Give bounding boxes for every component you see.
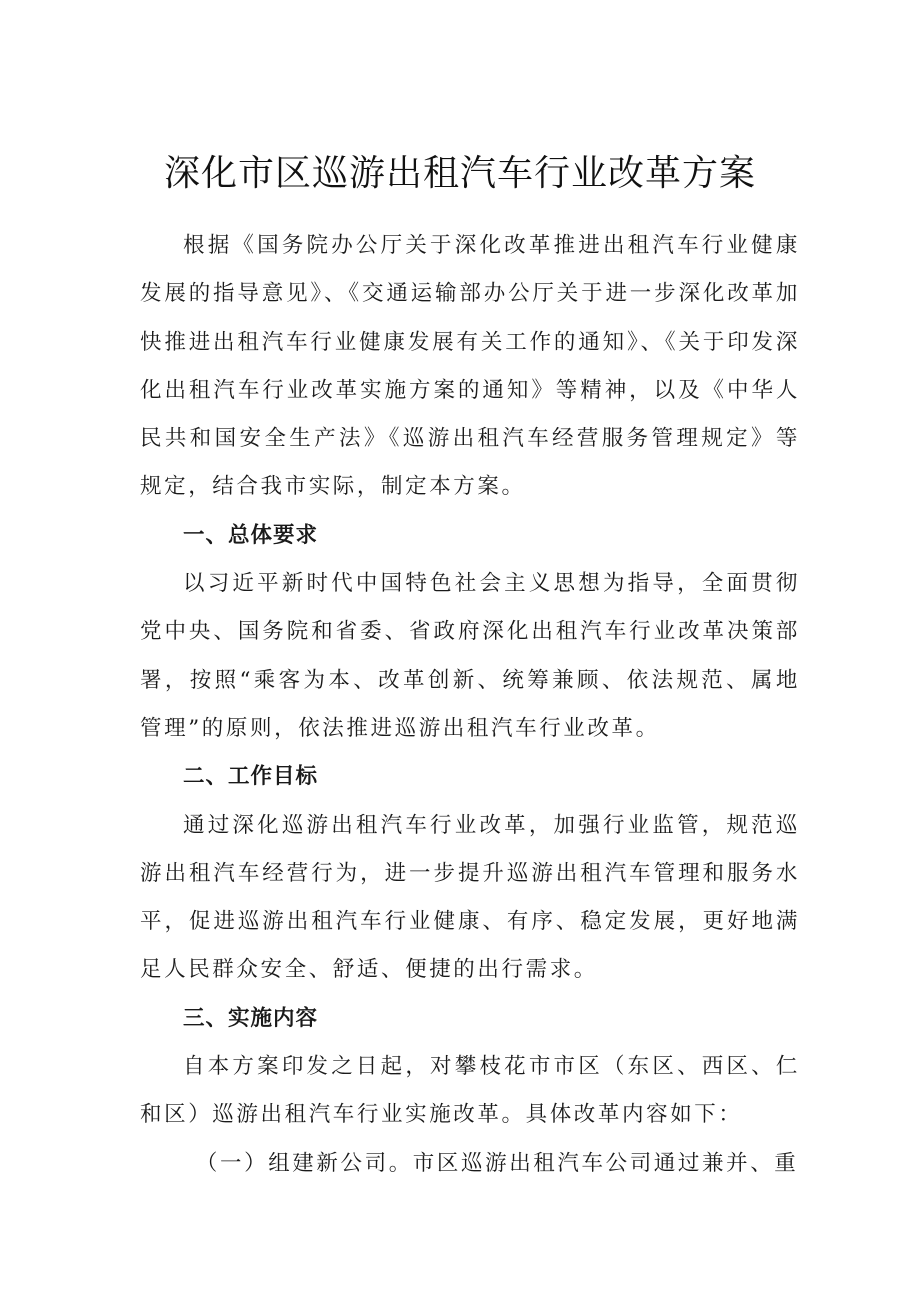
section-heading-general-requirements: 一、总体要求: [183, 522, 319, 548]
section-paragraph-general-requirements: 以习近平新时代中国特色社会主义思想为指导，全面贯彻党中央、国务院和省委、省政府深化出租汽车行业改革决策部署，按照“乘客为本、改革创新、统筹兼顾、依法规范、属地管理”的原则，依法推进巡游出租汽车行业改革。: [140, 571, 800, 741]
section-heading-work-goals: 二、工作目标: [183, 764, 319, 790]
sub-item-new-company: （一）组建新公司。市区巡游出租汽车公司通过兼并、重: [195, 1150, 799, 1176]
intro-paragraph: 根据《国务院办公厅关于深化改革推进出租汽车行业健康发展的指导意见》、《交通运输部办公厅关于进一步深化改革加快推进出租汽车行业健康发展有关工作的通知》、《关于印发深化出租汽车行业改革实施方案的通知》等精神，以及《中华人民共和国安全生产法》《巡游出租汽车经营服务管理规定》等规定，结合我市实际，制定本方案。: [140, 233, 800, 500]
document-body: [140, 222, 800, 1188]
document-title: 深化市区巡游出租汽车行业改革方案: [163, 153, 756, 194]
section-heading-implementation: 三、实施内容: [183, 1005, 319, 1031]
section-paragraph-implementation: 自本方案印发之日起，对攀枝花市市区（东区、西区、仁和区）巡游出租汽车行业实施改革。具体改革内容如下：: [140, 1054, 800, 1128]
section-paragraph-work-goals: 通过深化巡游出租汽车行业改革，加强行业监管，规范巡游出租汽车经营行为，进一步提升巡游出租汽车管理和服务水平，促进巡游出租汽车行业健康、有序、稳定发展，更好地满足人民群众安全、舒适、便捷的出行需求。: [140, 812, 800, 983]
